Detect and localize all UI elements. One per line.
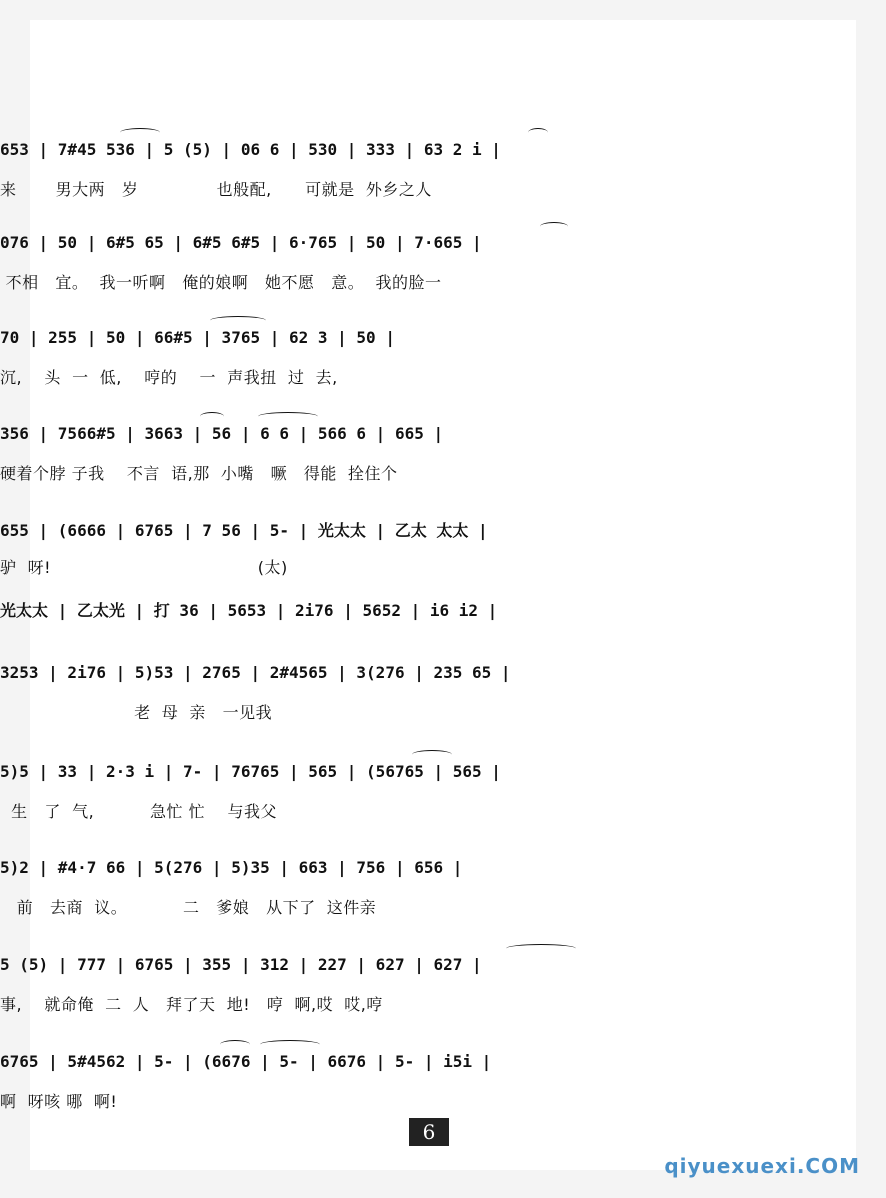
lyrics-row-8: 生 了 气, 急忙 忙 与我父 bbox=[0, 802, 277, 821]
watermark: qiyuexuexi.COM bbox=[664, 1154, 860, 1178]
slur-arc bbox=[412, 750, 452, 759]
lyrics-row-1: 来 男大两 岁 也般配, 可就是 外乡之人 bbox=[0, 180, 432, 199]
notation-row-10: 5 (5) | 777 | 6765 | 355 | 312 | 227 | 627 | 627 | bbox=[0, 955, 482, 974]
notation-row-1: 653 | 7#45 536 | 5 (5) | 06 6 | 530 | 333 | 63 2 i | bbox=[0, 140, 501, 159]
slur-arc bbox=[540, 222, 568, 231]
lyrics-row-3: 沉, 头 一 低, 哼的 一 声我扭 过 去, bbox=[0, 368, 338, 387]
notation-row-3: 70 | 255 | 50 | 66#5 | 3765 | 62 3 | 50 | bbox=[0, 328, 395, 347]
lyrics-row-4: 硬着个脖 子我 不言 语,那 小嘴 噘 得能 拴住个 bbox=[0, 464, 398, 483]
slur-arc bbox=[260, 1040, 320, 1049]
slur-arc bbox=[528, 128, 548, 137]
notation-row-11: 6765 | 5#4562 | 5- | (6676 | 5- | 6676 | 5- | i5i | bbox=[0, 1052, 492, 1071]
notation-row-7: 3253 | 2i76 | 5)53 | 2765 | 2#4565 | 3(276 | 235 65 | bbox=[0, 663, 511, 682]
lyrics-row-2: 不相 宜。 我一听啊 俺的娘啊 她不愿 意。 我的脸一 bbox=[0, 273, 442, 292]
lyrics-row-6 bbox=[0, 635, 886, 659]
slur-arc bbox=[210, 316, 266, 325]
slur-arc bbox=[258, 412, 318, 421]
page-number: 6 bbox=[409, 1118, 449, 1146]
lyrics-row-11: 啊 呀咳 哪 啊! bbox=[0, 1092, 118, 1111]
slur-arc bbox=[120, 128, 160, 137]
notation-row-2: 076 | 50 | 6#5 65 | 6#5 6#5 | 6·765 | 50 | 7·665 | bbox=[0, 233, 482, 252]
notation-row-8: 5)5 | 33 | 2·3 i | 7- | 76765 | 565 | (56765 | 565 | bbox=[0, 762, 501, 781]
slur-arc bbox=[220, 1040, 250, 1049]
lyrics-row-5: 驴 呀! (太) bbox=[0, 558, 288, 577]
notation-row-9: 5)2 | #4·7 66 | 5(276 | 5)35 | 663 | 756 | 656 | bbox=[0, 858, 463, 877]
slur-arc bbox=[506, 944, 576, 953]
slur-arc bbox=[200, 412, 224, 421]
lyrics-row-10: 事, 就命俺 二 人 拜了天 地! 哼 啊,哎 哎,哼 bbox=[0, 995, 383, 1014]
notation-row-6: 光太太 | 乙太光 | 打 36 | 5653 | 2i76 | 5652 | i6 i2 | bbox=[0, 601, 498, 620]
notation-row-4: 356 | 7566#5 | 3663 | 56 | 6 6 | 566 6 | 665 | bbox=[0, 424, 444, 443]
lyrics-row-9: 前 去商 议。 二 爹娘 从下了 这件亲 bbox=[0, 898, 377, 917]
lyrics-row-7: 老 母 亲 一见我 bbox=[0, 703, 273, 722]
notation-row-5: 655 | (6666 | 6765 | 7 56 | 5- | 光太太 | 乙太 太太 | bbox=[0, 521, 488, 540]
